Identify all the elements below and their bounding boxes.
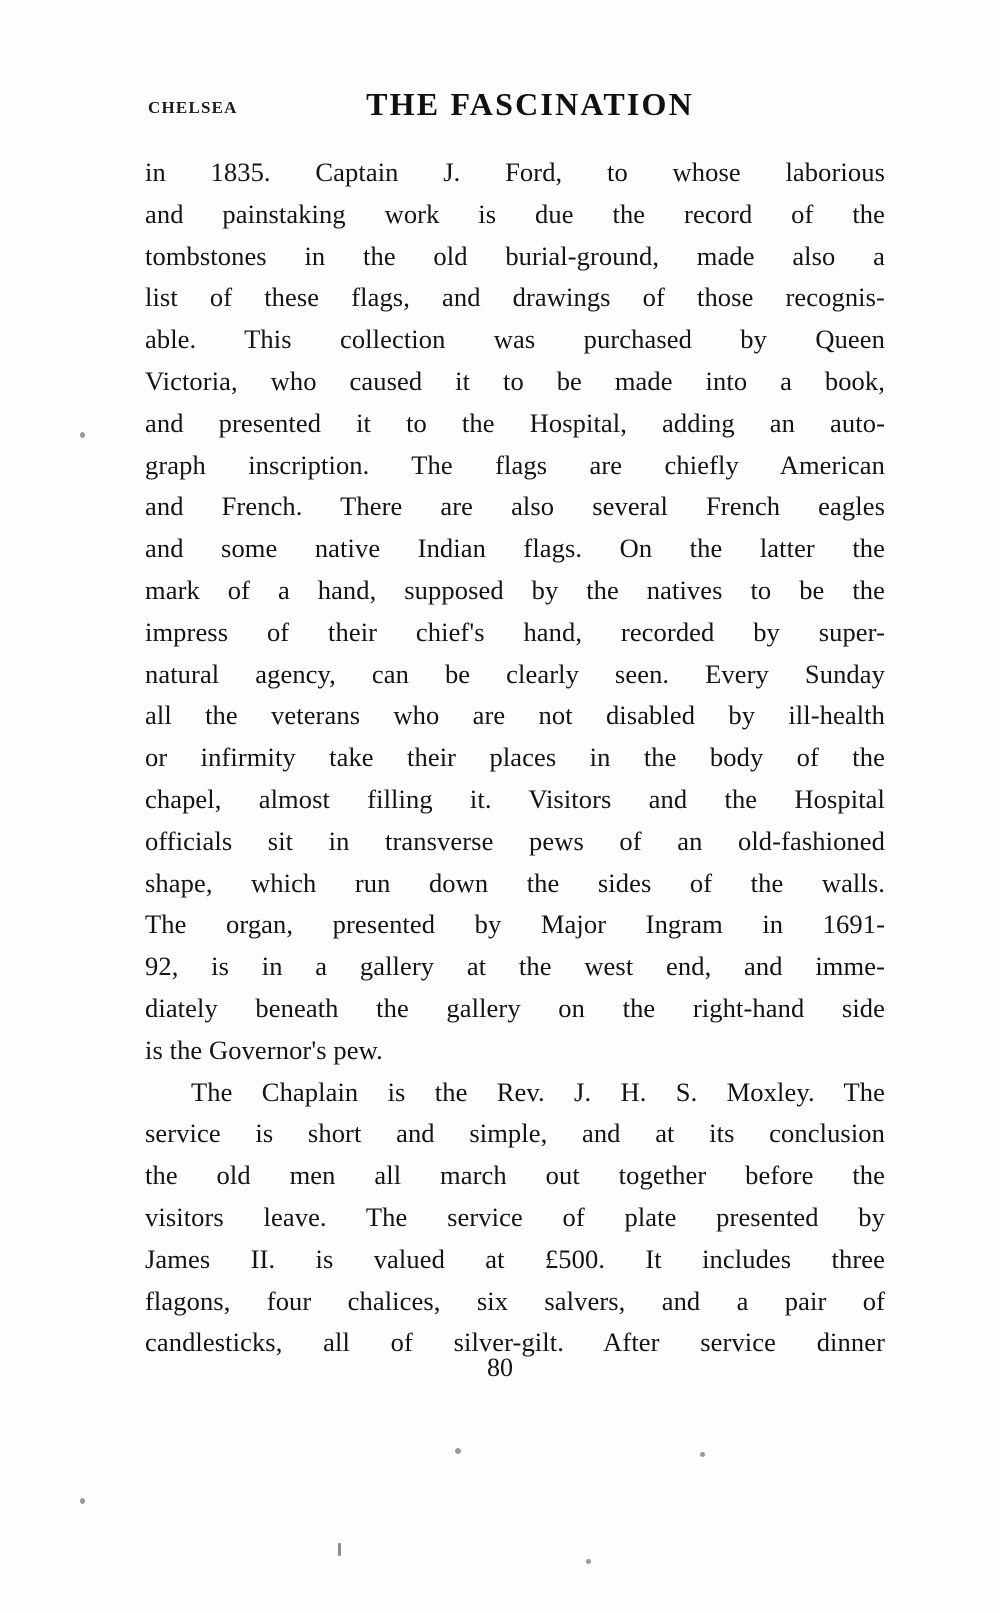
text-line: graph inscription. The flags are chiefly American [145, 449, 885, 480]
text-line: and painstaking work is due the record of the [145, 198, 885, 229]
scan-speck [80, 1498, 85, 1504]
scan-speck [586, 1559, 591, 1564]
text-line: 92, is in a gallery at the west end, and imme- [145, 951, 885, 982]
page-header [148, 86, 854, 126]
text-line: Victoria, who caused it to be made into a book, [145, 365, 885, 396]
text-line: tombstones in the old burial-ground, made also a [145, 240, 885, 271]
text-line: list of these flags, and drawings of those recognis- [145, 282, 885, 313]
text-line: candlesticks, all of silver-gilt. After service dinner [145, 1327, 885, 1358]
text-line: and presented it to the Hospital, adding an auto- [145, 407, 885, 438]
text-line: is the Governor's pew. [145, 1034, 383, 1065]
text-line: The organ, presented by Major Ingram in 1691- [145, 909, 885, 940]
body-text [145, 152, 885, 1364]
scan-speck [80, 432, 85, 438]
page-title: THE FASCINATION [366, 86, 694, 122]
scan-speck [338, 1543, 341, 1556]
text-line: visitors leave. The service of plate presented by [145, 1201, 885, 1232]
paragraph-1 [145, 152, 885, 1072]
text-line: or infirmity take their places in the body of the [145, 742, 885, 773]
text-line: service is short and simple, and at its conclusion [145, 1118, 885, 1149]
page-number: 80 [487, 1353, 513, 1382]
text-line: natural agency, can be clearly seen. Every Sunday [145, 658, 885, 689]
scan-speck [700, 1452, 705, 1457]
text-line: James II. is valued at £500. It includes three [145, 1243, 885, 1274]
text-line: able. This collection was purchased by Queen [145, 324, 885, 355]
scan-speck [455, 1448, 461, 1454]
text-line: all the veterans who are not disabled by ill-health [145, 700, 885, 731]
text-line: and French. There are also several French eagles [145, 491, 885, 522]
text-line: shape, which run down the sides of the walls. [145, 867, 885, 898]
text-line: The Chaplain is the Rev. J. H. S. Moxley. The [191, 1076, 885, 1107]
text-line: the old men all march out together before the [145, 1160, 885, 1191]
text-line: flagons, four chalices, six salvers, and a pair of [145, 1285, 885, 1316]
text-line: and some native Indian flags. On the latter the [145, 533, 885, 564]
text-line: diately beneath the gallery on the right-hand side [145, 992, 885, 1023]
text-line: chapel, almost filling it. Visitors and the Hospital [145, 783, 885, 814]
text-line: mark of a hand, supposed by the natives to be the [145, 574, 885, 605]
text-line-indented [145, 1072, 885, 1114]
text-line: impress of their chief's hand, recorded by super- [145, 616, 885, 647]
paragraph-2 [145, 1072, 885, 1365]
running-head: CHELSEA [148, 98, 238, 117]
text-line: in 1835. Captain J. Ford, to whose laborious [145, 157, 885, 187]
text-line: officials sit in transverse pews of an old-fashioned [145, 825, 885, 856]
